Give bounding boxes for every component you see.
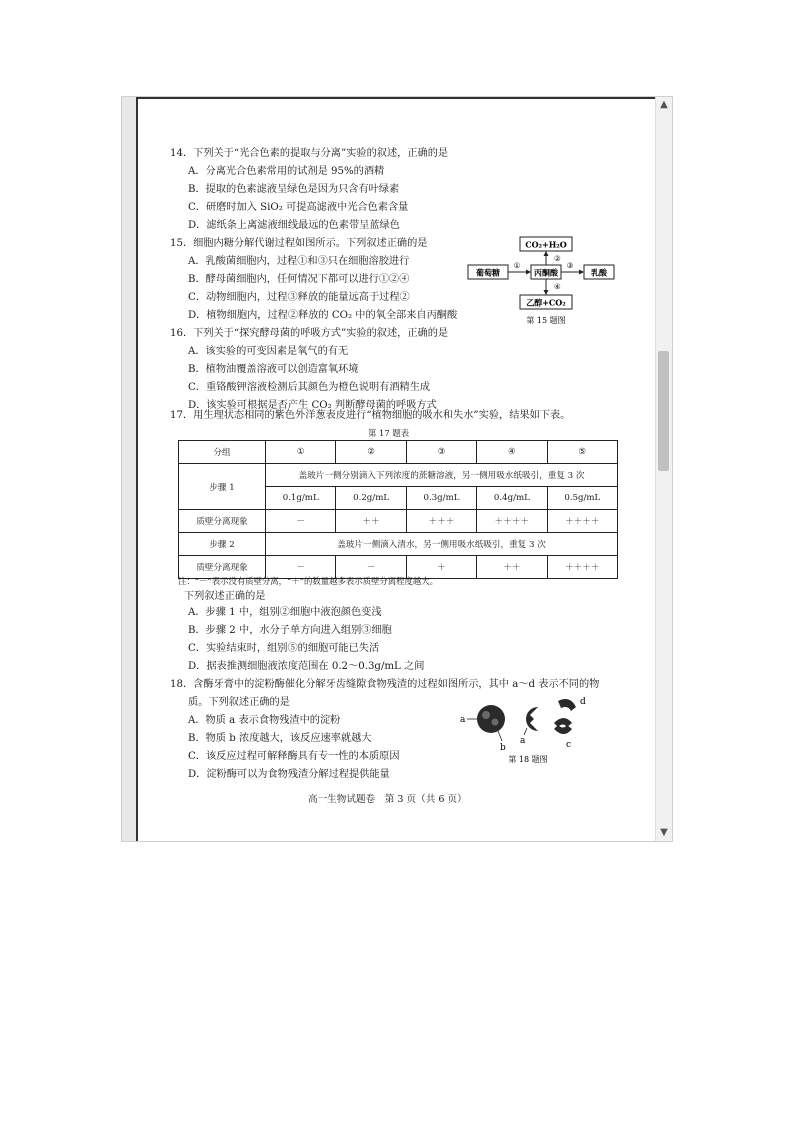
q18-option-a: A．物质 a 表示食物残渣中的淀粉 bbox=[188, 715, 341, 726]
table-cell: 0.2g/mL bbox=[336, 487, 406, 510]
table-cell: ＋ bbox=[406, 556, 476, 579]
table-cell: ＋＋＋ bbox=[406, 510, 476, 533]
table-cell: ⑤ bbox=[547, 441, 617, 464]
table-cell: ＋＋ bbox=[477, 556, 547, 579]
table-cell: 质壁分离现象 bbox=[179, 510, 266, 533]
q14-option-b: B．提取的色素滤液呈绿色是因为只含有叶绿素 bbox=[188, 184, 400, 195]
q17-results-table bbox=[178, 440, 618, 579]
table-cell: － bbox=[266, 510, 336, 533]
q16-option-a: A．该实验的可变因素是氧气的有无 bbox=[188, 346, 349, 357]
table-cell: 0.1g/mL bbox=[266, 487, 336, 510]
q15-metabolism-diagram bbox=[466, 235, 646, 335]
table-cell: 盖玻片一侧分别滴入下列浓度的蔗糖溶液，另一侧用吸水纸吸引，重复 3 次 bbox=[266, 464, 618, 487]
table-cell: ＋＋ bbox=[336, 510, 406, 533]
step-4-label: ④ bbox=[554, 282, 561, 291]
q15-option-c: C．动物细胞内，过程③释放的能量远高于过程② bbox=[188, 292, 410, 303]
page-footer: 高一生物试题卷 第 3 页（共 6 页） bbox=[308, 794, 467, 805]
label-c: c bbox=[566, 740, 572, 750]
table-cell: 0.4g/mL bbox=[477, 487, 547, 510]
table-cell: 步骤 1 bbox=[179, 464, 266, 510]
label-ethanol-co2: 乙醇+CO₂ bbox=[526, 297, 566, 308]
table-cell: － bbox=[336, 556, 406, 579]
q15-option-b: B．酵母菌细胞内，任何情况下都可以进行①②④ bbox=[188, 274, 410, 285]
step-2-label: ② bbox=[554, 254, 561, 263]
table-cell: 步骤 2 bbox=[179, 533, 266, 556]
q17-sub-stem: 下列叙述正确的是 bbox=[184, 591, 266, 602]
document-viewer[interactable] bbox=[121, 96, 673, 842]
q18-caption: 第 18 题图 bbox=[508, 755, 548, 764]
q18-enzyme-diagram bbox=[454, 695, 600, 767]
label-co2-h2o: CO₂+H₂O bbox=[525, 239, 567, 250]
step-3-label: ③ bbox=[566, 261, 574, 270]
q17-option-c: C．实验结束时，组别⑤的细胞可能已失活 bbox=[188, 643, 380, 654]
table-cell: ② bbox=[336, 441, 406, 464]
step-1-label: ① bbox=[513, 261, 521, 270]
table-cell: ＋＋＋＋ bbox=[547, 556, 617, 579]
q17-stem: 17．用生理状态相同的紫色外洋葱表皮进行“植物细胞的吸水和失水”实验，结果如下表。 bbox=[170, 410, 571, 421]
label-d: d bbox=[580, 697, 586, 707]
label-b: b bbox=[500, 743, 506, 753]
q16-option-d: D．该实验可根据是否产生 CO₂ 判断酵母菌的呼吸方式 bbox=[188, 400, 437, 411]
label-a-left: a bbox=[460, 715, 466, 725]
q15-option-d: D．植物细胞内，过程②释放的 CO₂ 中的氧全部来自丙酮酸 bbox=[188, 310, 458, 321]
q17-table-caption: 第 17 题表 bbox=[368, 428, 410, 438]
product-d bbox=[558, 699, 576, 711]
table-cell: 0.3g/mL bbox=[406, 487, 476, 510]
q16-stem: 16．下列关于“探究酵母菌的呼吸方式”实验的叙述，正确的是 bbox=[170, 328, 449, 339]
q18-stem-line1: 18．含酶牙膏中的淀粉酶催化分解牙齿缝隙食物残渣的过程如图所示，其中 a～d 表示不同的物 bbox=[170, 679, 600, 690]
table-cell: 盖玻片一侧滴入清水，另一侧用吸水纸吸引，重复 3 次 bbox=[266, 533, 618, 556]
table-cell: － bbox=[266, 556, 336, 579]
q18-option-c: C．该反应过程可解释酶具有专一性的本质原因 bbox=[188, 751, 400, 762]
table-row bbox=[179, 533, 618, 556]
viewer-left-margin bbox=[122, 97, 136, 841]
table-cell: ③ bbox=[406, 441, 476, 464]
table-row bbox=[179, 441, 618, 464]
q17-option-a: A．步骤 1 中，组别②细胞中液泡颜色变浅 bbox=[188, 607, 382, 618]
table-row bbox=[179, 510, 618, 533]
q16-option-c: C．重铬酸钾溶液检测后其颜色为橙色说明有酒精生成 bbox=[188, 382, 431, 393]
label-glucose: 葡萄糖 bbox=[476, 267, 500, 278]
scrollbar-thumb[interactable] bbox=[658, 351, 669, 471]
q15-option-a: A．乳酸菌细胞内，过程①和③只在细胞溶胶进行 bbox=[188, 256, 410, 267]
table-cell: ＋＋＋＋ bbox=[477, 510, 547, 533]
q14-option-c: C．研磨时加入 SiO₂ 可提高滤液中光合色素含量 bbox=[188, 202, 409, 213]
q17-option-d: D．据表推测细胞液浓度范围在 0.2～0.3g/mL 之间 bbox=[188, 661, 425, 672]
product-c-bottom bbox=[554, 725, 572, 734]
q18-option-d: D．淀粉酶可以为食物残渣分解过程提供能量 bbox=[188, 769, 390, 780]
table-row bbox=[179, 464, 618, 487]
q15-caption: 第 15 题图 bbox=[526, 316, 566, 325]
q16-option-b: B．植物油覆盖溶液可以创造富氧环境 bbox=[188, 364, 359, 375]
table-cell: ④ bbox=[477, 441, 547, 464]
q17-note: 注：“－”表示没有质壁分离，“＋”的数量越多表示质壁分离程度越大。 bbox=[178, 576, 438, 586]
table-cell: 0.5g/mL bbox=[547, 487, 617, 510]
enzyme-free bbox=[526, 707, 538, 731]
vertical-scrollbar[interactable] bbox=[655, 97, 672, 841]
q18-stem-line2: 质。下列叙述正确的是 bbox=[188, 697, 290, 708]
q17-option-b: B．步骤 2 中，水分子单方向进入组别③细胞 bbox=[188, 625, 392, 636]
enzyme-substrate-complex bbox=[477, 705, 505, 733]
q15-stem: 15．细胞内糖分解代谢过程如图所示。下列叙述正确的是 bbox=[170, 238, 428, 249]
q14-stem: 14．下列关于“光合色素的提取与分离”实验的叙述，正确的是 bbox=[170, 148, 449, 159]
table-cell: 质壁分离现象 bbox=[179, 556, 266, 579]
q14-option-d: D．滤纸条上离滤液细线最远的色素带呈蓝绿色 bbox=[188, 220, 400, 231]
q14-option-a: A．分离光合色素常用的试剂是 95%的酒精 bbox=[188, 166, 385, 177]
scroll-down-icon[interactable]: ▼ bbox=[660, 827, 668, 838]
product-c-top bbox=[554, 718, 572, 727]
label-lactic-acid: 乳酸 bbox=[591, 267, 607, 278]
table-cell: 分组 bbox=[179, 441, 266, 464]
table-cell: ① bbox=[266, 441, 336, 464]
q18-option-b: B．物质 b 浓度越大，该反应速率就越大 bbox=[188, 733, 372, 744]
table-cell: ＋＋＋＋ bbox=[547, 510, 617, 533]
scroll-up-icon[interactable]: ▲ bbox=[660, 99, 668, 110]
label-a-right: a bbox=[520, 736, 526, 746]
label-pyruvate: 丙酮酸 bbox=[534, 267, 558, 278]
exam-page bbox=[136, 97, 656, 842]
